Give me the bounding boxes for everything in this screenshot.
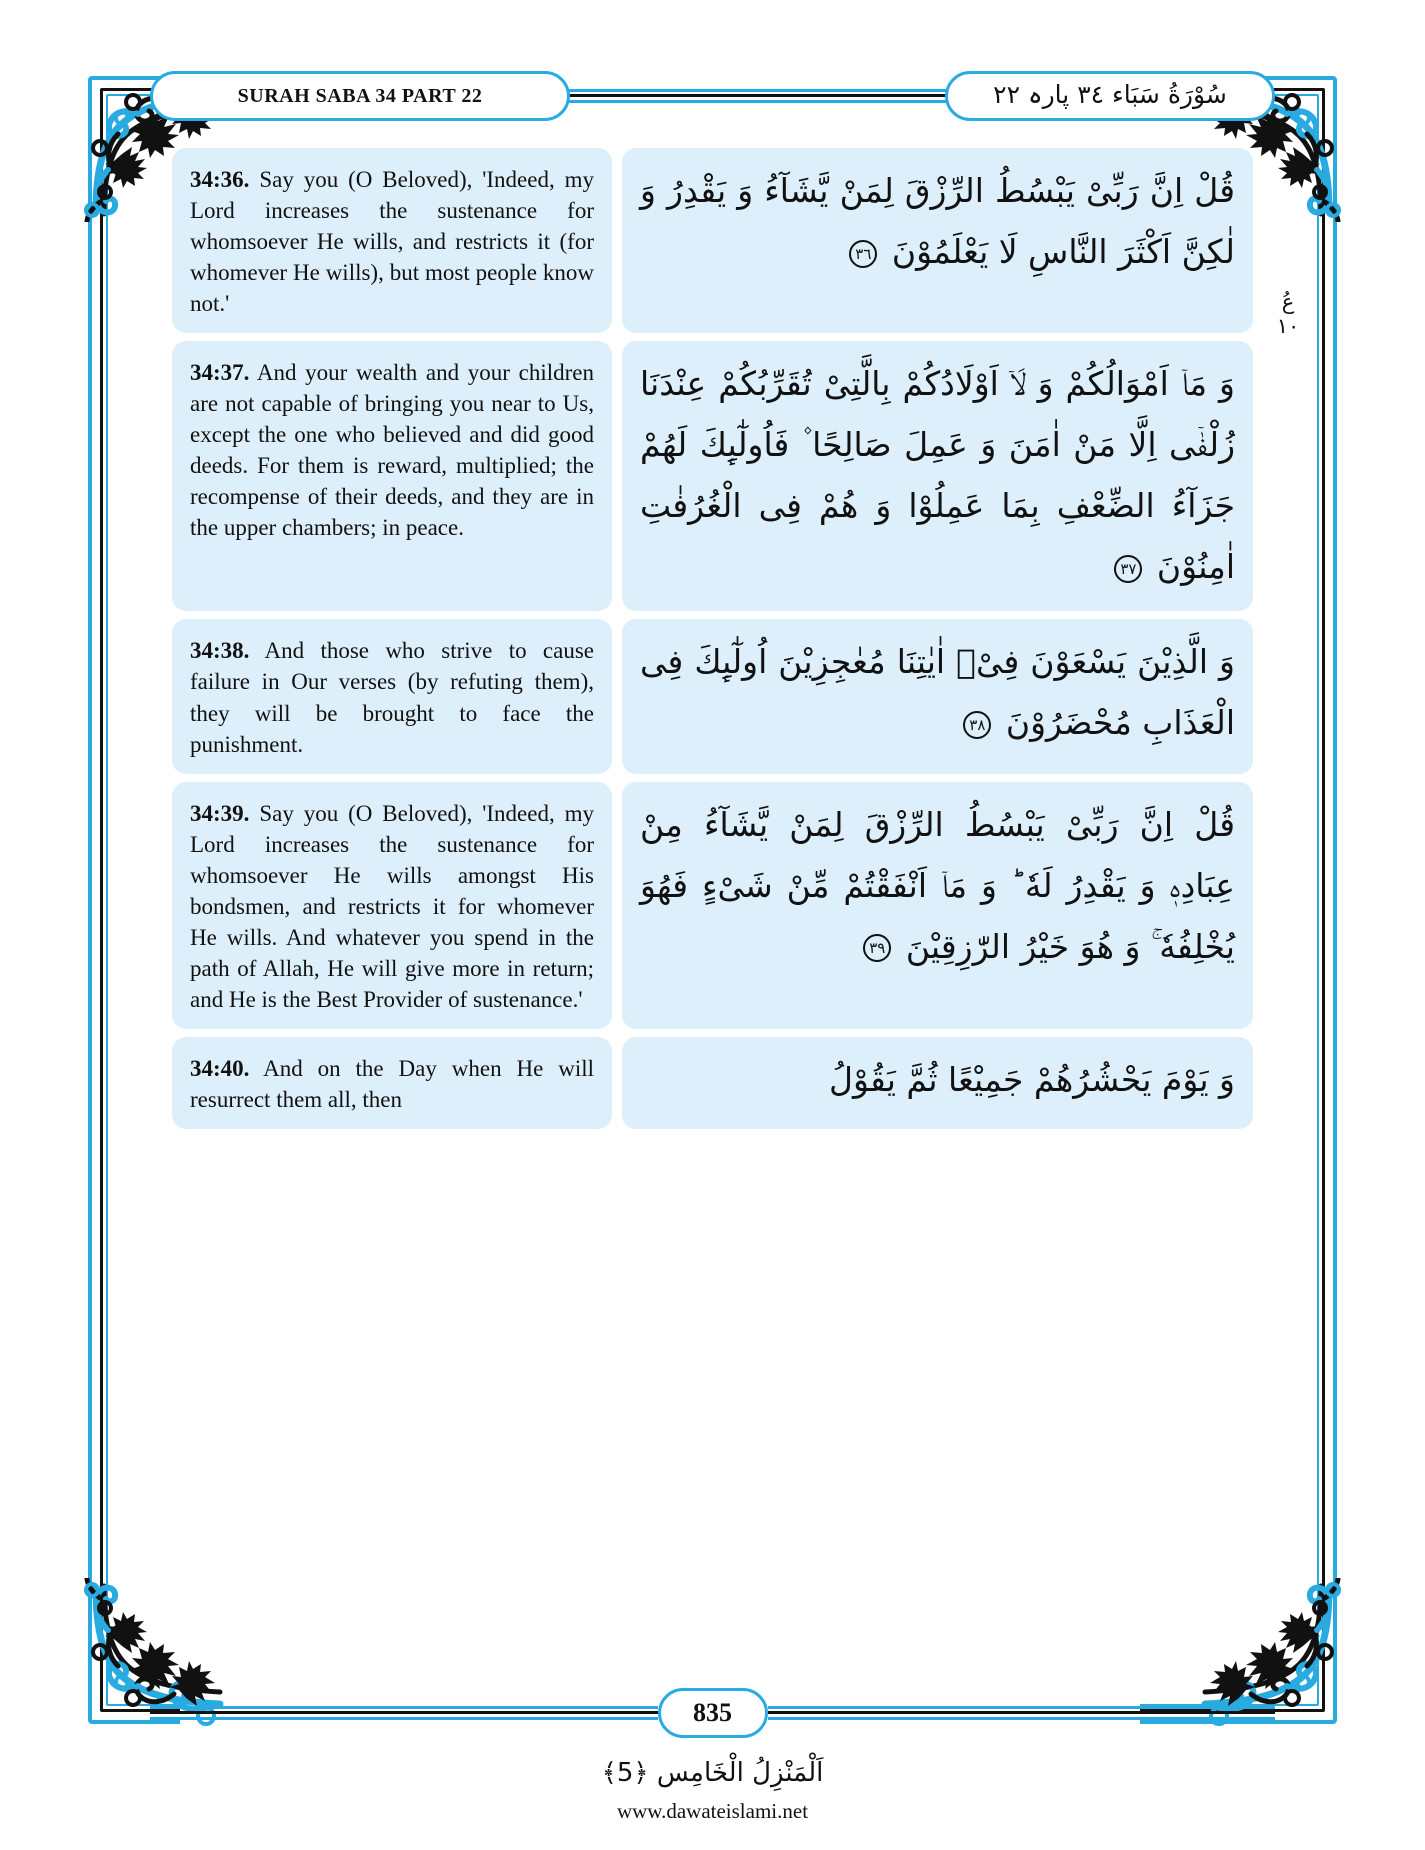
- ayah-number-marker: ٣٨: [963, 711, 991, 739]
- verse-arabic-text: قُلْ اِنَّ رَبِّیْ یَبْسُطُ الرِّزْقَ لِمَنْ یَّشَآءُ مِنْ عِبَادِهٖ وَ یَقْدِرُ لَهٗ ؕ وَ مَاۤ اَنْفَقْتُمْ مِّنْ شَیْءٍ فَهُوَ یُخْلِفُهٗ ۚ وَ هُوَ خَیْرُ الرّٰزِقِیْنَ: [640, 804, 1235, 966]
- verse-translation-text: And on the Day when He will resurrect them all, then: [190, 1055, 594, 1112]
- verse-list: [172, 148, 1253, 1682]
- header-surah-pill-arabic: [945, 71, 1275, 121]
- verse-row: [172, 341, 1253, 611]
- manzil-label: اَلْمَنْزِلُ الْخَامِس ﴿5﴾: [601, 1758, 824, 1788]
- verse-arabic-text: قُلْ اِنَّ رَبِّیْ یَبْسُطُ الرِّزْقَ لِمَنْ یَّشَآءُ وَ یَقْدِرُ وَ لٰكِنَّ اَكْثَرَ النَّاسِ لَا یَعْلَمُوْنَ: [640, 171, 1235, 272]
- verse-reference: 34:40.: [190, 1055, 250, 1081]
- verse-row: [172, 619, 1253, 773]
- verse-translation-box: [172, 619, 612, 773]
- page-number: 835: [693, 1698, 732, 1727]
- verse-translation-text: And your wealth and your children are not capable of bringing you near to Us, except the one who believed and did good deeds. For them is reward, multiplied; the recompense of their deeds, and they are in the upper chambers; in peace.: [190, 360, 594, 541]
- verse-translation-text: Say you (O Beloved), 'Indeed, my Lord increases the sustenance for whomsoever He wills, and restricts it (for whomever He wills), but most people know not.': [190, 167, 595, 317]
- verse-row: [172, 148, 1253, 333]
- ruku-marker-number: ١٠: [1276, 314, 1300, 339]
- verse-translation-box: [172, 148, 612, 333]
- header-surah-pill: [150, 71, 570, 121]
- verse-arabic-box: [622, 148, 1253, 333]
- website-url: www.dawateislami.net: [616, 1799, 809, 1823]
- header-surah-title-arabic: سُوْرَةُ سَبَاء ٣٤ پارہ ٢٢: [993, 79, 1227, 109]
- verse-arabic-text: وَ یَوْمَ یَحْشُرُهُمْ جَمِیْعًا ثُمَّ یَقُوْلُ: [828, 1059, 1235, 1099]
- footer-rule-right: [768, 1706, 1276, 1720]
- verse-reference: 34:37.: [190, 360, 250, 386]
- verse-translation-text: And those who strive to cause failure in Our verses (by refuting them), they will be brought to face the punishment.: [190, 638, 595, 757]
- verse-arabic-text: وَ مَاۤ اَمْوَالُكُمْ وَ لَاۤ اَوْلَادُكُمْ بِالَّتِیْ تُقَرِّبُكُمْ عِنْدَنَا زُلْفٰۤى اِلَّا مَنْ اٰمَنَ وَ عَمِلَ صَالِحًا ۫ فَاُولٰٓىِٕكَ لَهُمْ جَزَآءُ الضِّعْفِ بِمَا عَمِلُوْا وَ هُمْ فِی الْغُرُفٰتِ اٰمِنُوْنَ: [640, 364, 1235, 587]
- verse-arabic-box: [622, 782, 1253, 1029]
- page-footer: [150, 1688, 1275, 1738]
- verse-translation-box: [172, 341, 612, 611]
- ayah-number-marker: ٣٩: [863, 934, 891, 962]
- verse-arabic-box: [622, 1037, 1253, 1129]
- ayah-number-marker: ٣٧: [1114, 555, 1142, 583]
- verse-row: [172, 782, 1253, 1029]
- footer-rule-left: [150, 1706, 658, 1720]
- verse-reference: 34:38.: [190, 638, 250, 664]
- header-connector-rule: [568, 89, 947, 103]
- verse-row: [172, 1037, 1253, 1129]
- verse-reference: 34:39.: [190, 800, 250, 826]
- verse-arabic-box: [622, 341, 1253, 611]
- verse-translation-box: [172, 1037, 612, 1129]
- page-header: [150, 70, 1275, 122]
- verse-arabic-text: وَ الَّذِیْنَ یَسْعَوْنَ فِیْۤ اٰیٰتِنَا مُعٰجِزِیْنَ اُولٰٓىِٕكَ فِی الْعَذَابِ مُحْضَرُوْنَ: [640, 642, 1235, 743]
- header-surah-title: SURAH SABA 34 PART 22: [237, 84, 483, 107]
- verse-translation-text: Say you (O Beloved), 'Indeed, my Lord increases the sustenance for whomsoever He wills amongst His bondsmen, and restricts it for whomever He wills. And whatever you spend in the path of Allah, He will give more in return; and He is the Best Provider of sustenance.': [190, 800, 595, 1012]
- verse-arabic-box: [622, 619, 1253, 773]
- page-number-pill: [658, 1688, 768, 1738]
- verse-reference: 34:36.: [190, 167, 250, 192]
- ayah-number-marker: ٣٦: [849, 240, 877, 268]
- verse-translation-box: [172, 782, 612, 1029]
- ruku-marker: [1267, 290, 1309, 338]
- ruku-marker-symbol: عُ: [1281, 290, 1295, 314]
